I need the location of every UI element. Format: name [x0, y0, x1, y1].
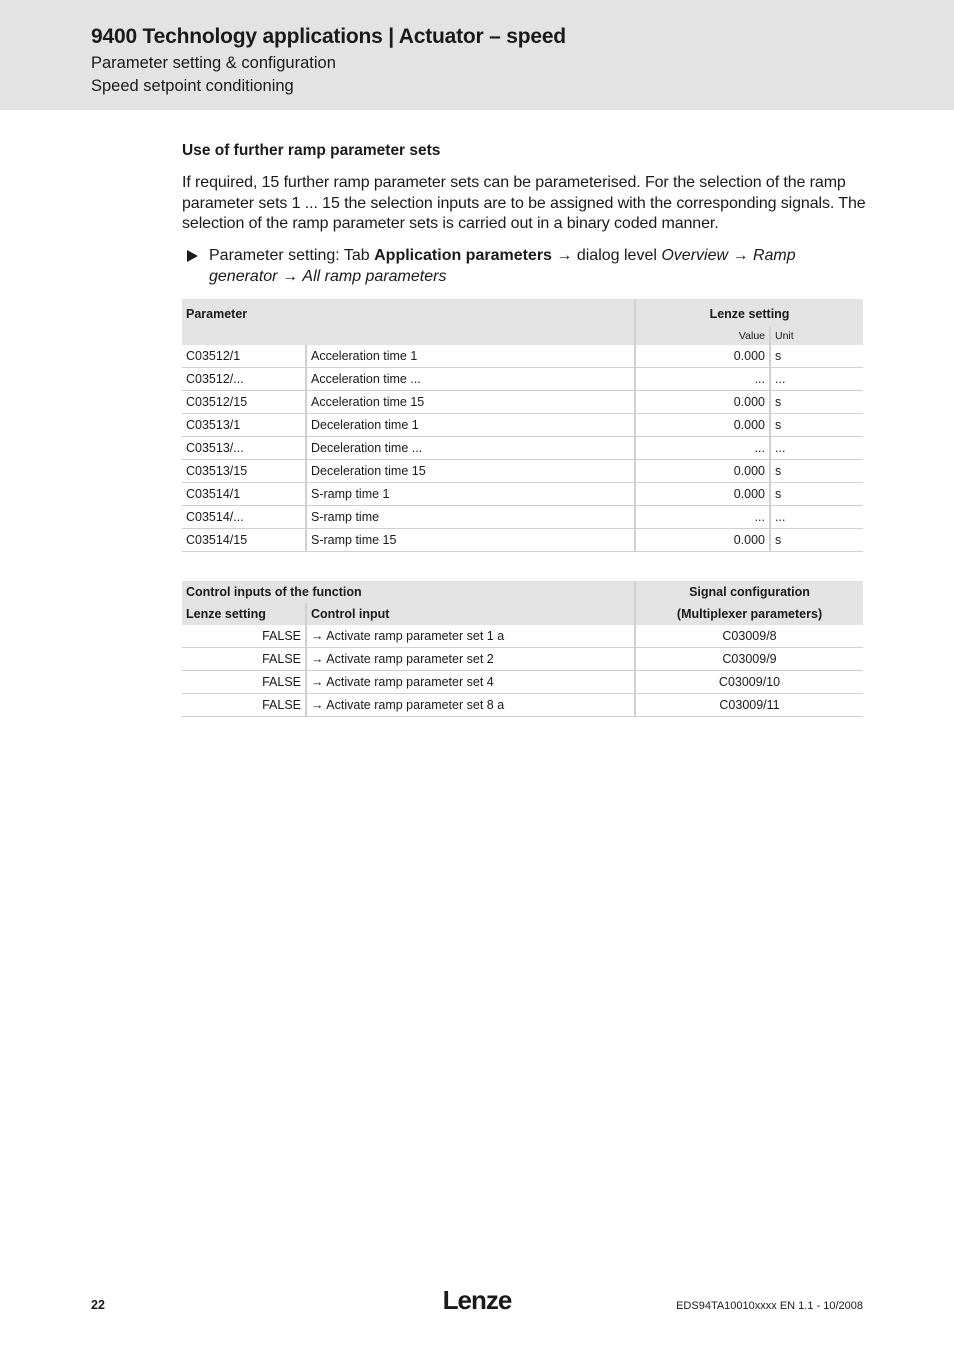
param-unit: ...: [770, 368, 863, 391]
control-input: → Activate ramp parameter set 1 a: [306, 625, 635, 648]
param-unit: ...: [770, 437, 863, 460]
bullet-triangle-icon: [187, 250, 198, 262]
table-row: [182, 483, 863, 506]
param-value: 0.000: [635, 460, 770, 483]
control-input: → Activate ramp parameter set 4: [306, 671, 635, 694]
param-name: S-ramp time 15: [306, 529, 635, 552]
param-unit: s: [770, 460, 863, 483]
param-value: ...: [635, 506, 770, 529]
param-name: S-ramp time 1: [306, 483, 635, 506]
param-header-unit: Unit: [770, 327, 863, 345]
control-signal: C03009/11: [635, 694, 863, 717]
document-reference: EDS94TA10010xxxx EN 1.1 - 10/2008: [676, 1300, 863, 1312]
table-row: [182, 529, 863, 552]
param-unit: s: [770, 529, 863, 552]
control-header-lenze: Lenze setting: [182, 603, 306, 625]
instruction-prefix: Parameter setting: Tab: [209, 247, 375, 264]
page-title: 9400 Technology applications | Actuator – speed: [91, 25, 566, 48]
control-header-input: Control input: [306, 603, 635, 625]
control-lenze-setting: FALSE: [182, 648, 306, 671]
param-code: C03513/...: [182, 437, 306, 460]
param-name: S-ramp time: [306, 506, 635, 529]
control-lenze-setting: FALSE: [182, 694, 306, 717]
table-row: [182, 368, 863, 391]
page-number: 22: [91, 1298, 105, 1312]
param-value: ...: [635, 437, 770, 460]
param-value: 0.000: [635, 483, 770, 506]
table-row: [182, 460, 863, 483]
arrow-icon: →: [556, 247, 573, 264]
param-name: Acceleration time 15: [306, 391, 635, 414]
control-header-signal: Signal configuration: [635, 581, 863, 603]
param-code: C03514/1: [182, 483, 306, 506]
control-lenze-setting: FALSE: [182, 625, 306, 648]
table-row: [182, 391, 863, 414]
table-row: [182, 671, 863, 694]
instruction-bullet: [182, 245, 866, 287]
param-value: ...: [635, 368, 770, 391]
intro-paragraph: If required, 15 further ramp parameter sets can be parameterised. For the selection of the ramp parameter sets 1 ... 15 the selection inputs are to be assigned with the corresponding signals. The selection of the ramp parameter sets is carried out in a binary coded manner.: [182, 174, 866, 232]
chapter-subtitle: Parameter setting & configuration: [91, 54, 336, 72]
param-code: C03512/...: [182, 368, 306, 391]
control-signal: C03009/8: [635, 625, 863, 648]
param-unit: s: [770, 391, 863, 414]
param-code: C03513/15: [182, 460, 306, 483]
param-value: 0.000: [635, 414, 770, 437]
param-code: C03514/15: [182, 529, 306, 552]
param-value: 0.000: [635, 345, 770, 368]
param-code: C03513/1: [182, 414, 306, 437]
param-name: Deceleration time ...: [306, 437, 635, 460]
control-input: → Activate ramp parameter set 8 a: [306, 694, 635, 717]
instruction-tab: Application parameters: [374, 247, 552, 264]
table-row: [182, 437, 863, 460]
parameter-table: [182, 299, 863, 552]
arrow-icon: →: [281, 268, 298, 285]
param-code: C03514/...: [182, 506, 306, 529]
instruction-level-all-ramp-parameters: All ramp parameters: [302, 268, 447, 285]
arrow-icon: →: [732, 247, 749, 264]
table-row: [182, 648, 863, 671]
instruction-level-overview: Overview: [661, 247, 729, 264]
table-row: [182, 414, 863, 437]
page-header: [0, 0, 954, 110]
param-name: Deceleration time 15: [306, 460, 635, 483]
control-signal: C03009/10: [635, 671, 863, 694]
instruction-level-ramp-generator: Ramp generator: [209, 247, 796, 285]
param-code: C03512/1: [182, 345, 306, 368]
control-inputs-table: [182, 581, 863, 717]
param-code: C03512/15: [182, 391, 306, 414]
param-value: 0.000: [635, 391, 770, 414]
lenze-logo: [437, 1287, 517, 1315]
table-row: [182, 506, 863, 529]
control-header-main: Control inputs of the function: [182, 581, 635, 603]
control-input: → Activate ramp parameter set 2: [306, 648, 635, 671]
control-lenze-setting: FALSE: [182, 671, 306, 694]
lenze-logo-text: Lenze: [442, 1287, 512, 1315]
param-header-lenze-setting: Lenze setting: [635, 299, 863, 327]
param-unit: s: [770, 345, 863, 368]
param-header-value: Value: [635, 327, 770, 345]
param-unit: ...: [770, 506, 863, 529]
section-heading: Use of further ramp parameter sets: [182, 142, 441, 159]
param-name: Acceleration time 1: [306, 345, 635, 368]
param-name: Deceleration time 1: [306, 414, 635, 437]
param-unit: s: [770, 414, 863, 437]
instruction-text: [209, 245, 866, 287]
table-row: [182, 345, 863, 368]
control-signal: C03009/9: [635, 648, 863, 671]
instruction-mid: dialog level: [572, 247, 662, 264]
param-name: Acceleration time ...: [306, 368, 635, 391]
param-header-spacer: [182, 327, 635, 345]
param-header-parameter: Parameter: [182, 299, 635, 327]
param-unit: s: [770, 483, 863, 506]
table-row: [182, 694, 863, 717]
section-subtitle: Speed setpoint conditioning: [91, 77, 294, 95]
param-value: 0.000: [635, 529, 770, 552]
table-row: [182, 625, 863, 648]
control-header-mux: (Multiplexer parameters): [635, 603, 863, 625]
